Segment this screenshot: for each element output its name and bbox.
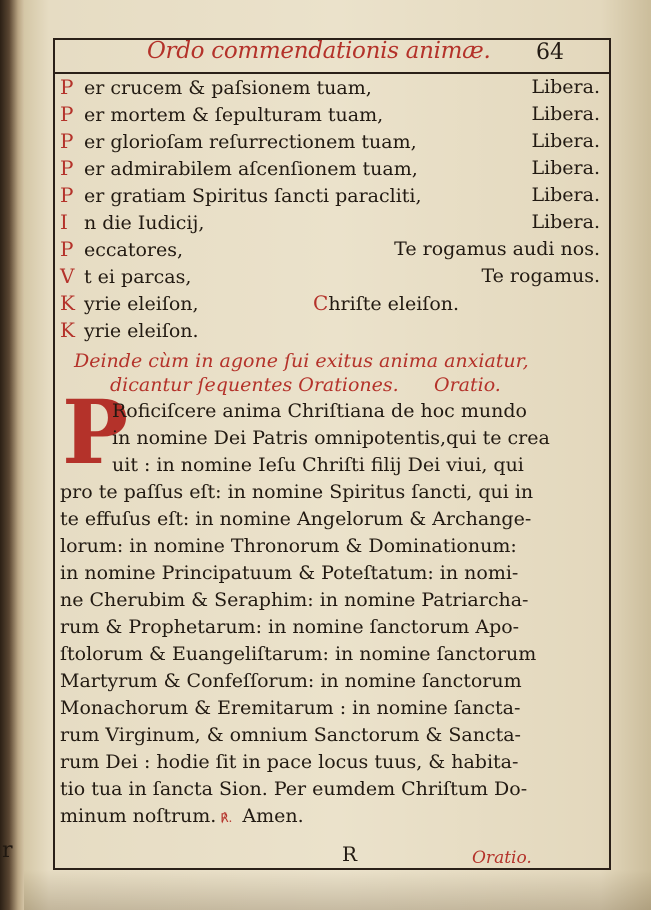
frame-left-rule <box>53 38 55 870</box>
drop-capital: P <box>62 380 129 484</box>
litany-initial: P <box>60 102 74 126</box>
running-head: Ordo commendationis animæ. <box>147 38 491 64</box>
litany-line <box>60 209 600 236</box>
litany-text: yrie eleiſon. <box>84 320 199 342</box>
oratio-label: Oratio. <box>434 374 501 396</box>
litany-line <box>60 128 600 155</box>
litany-line <box>60 182 600 209</box>
prayer-line: te effuſus eſt: in nomine Angelorum & Archange- <box>60 508 532 530</box>
litany-text: er gratiam Spiritus ſancti paracliti, <box>84 185 422 207</box>
litany-initial: V <box>60 264 75 288</box>
litany-initial: K <box>60 291 75 315</box>
frame-right-rule <box>609 38 611 870</box>
litany-initial: P <box>60 237 74 261</box>
prayer-line: tio tua in ſancta Sion. Per eumdem Chriſtum Do- <box>60 778 528 800</box>
prayer-line: Martyrum & Confeſſorum: in nomine ſanctorum <box>60 670 522 692</box>
prayer-line: rum Dei : hodie ſit in pace locus tuus, & habita- <box>60 751 519 773</box>
litany-line <box>60 101 600 128</box>
christe-text: hriſte eleiſon. <box>328 293 460 315</box>
page-number: 64 <box>536 40 564 65</box>
litany-response: Libera. <box>531 184 600 206</box>
litany-line <box>60 317 600 344</box>
prayer-line: uit : in nomine Ieſu Chriſti filij Dei viui, qui <box>112 454 524 476</box>
prayer-last-line <box>60 803 304 832</box>
litany-initial: P <box>60 183 74 207</box>
litany-text: er admirabilem aſcenſionem tuam, <box>84 158 418 180</box>
litany-text: er glorioſam reſurrectionem tuam, <box>84 131 417 153</box>
frame-bottom-rule <box>53 868 611 870</box>
prayer-line: Roficiſcere anima Chriſtiana de hoc mundo <box>112 400 527 422</box>
prayer-line: pro te paſſus eſt: in nomine Spiritus ſancti, qui in <box>60 481 534 503</box>
litany-response: Te rogamus. <box>481 265 600 287</box>
litany-initial: K <box>60 318 75 342</box>
prayer-line: ſtolorum & Euangeliſtarum: in nomine ſanctorum <box>60 643 537 665</box>
prayer-line: rum & Prophetarum: in nomine ſanctorum Apo- <box>60 616 520 638</box>
litany-text: t ei parcas, <box>84 266 192 288</box>
litany-text: eccatores, <box>84 239 184 261</box>
book-page <box>24 0 651 910</box>
litany-response: Libera. <box>531 157 600 179</box>
litany-line <box>60 290 600 317</box>
prayer-closing-text: minum noſtrum. <box>60 805 217 827</box>
signature-mark: R <box>342 842 358 866</box>
catchword-oratio: Oratio. <box>472 848 532 868</box>
prayer-line: Monachorum & Eremitarum : in nomine ſancta- <box>60 697 521 719</box>
facing-page-glyph: r <box>2 838 13 863</box>
litany-text: er mortem & ſepulturam tuam, <box>84 104 384 126</box>
litany-initial: P <box>60 156 74 180</box>
christe-invocation <box>313 290 459 318</box>
prayer-line: in nomine Dei Patris omnipotentis,qui te crea <box>112 427 550 449</box>
litany-line <box>60 155 600 182</box>
litany-text: n die Iudicij, <box>84 212 205 234</box>
rubric-line-2: dicantur ſequentes Orationes. <box>110 374 399 396</box>
litany-response: Libera. <box>531 211 600 233</box>
litany-response: Libera. <box>531 130 600 152</box>
rubric-line-1: Deinde cùm in agone ſui exitus anima anxiatur, <box>74 350 529 372</box>
prayer-line: lorum: in nomine Thronorum & Dominationum: <box>60 535 517 557</box>
book-binding <box>0 0 26 910</box>
litany-line <box>60 74 600 101</box>
amen: Amen. <box>242 805 304 827</box>
litany-line <box>60 236 600 263</box>
litany-response: Libera. <box>531 76 600 98</box>
litany-response: Te rogamus audi nos. <box>394 238 600 260</box>
christe-initial: C <box>313 291 329 315</box>
litany-response: Libera. <box>531 103 600 125</box>
prayer-line: rum Virginum, & omnium Sanctorum & Sancta- <box>60 724 521 746</box>
litany-text: er crucem & paſsionem tuam, <box>84 77 372 99</box>
response-mark: ℟. <box>220 811 233 825</box>
litany-line <box>60 263 600 290</box>
litany-initial: P <box>60 129 74 153</box>
litany-text: yrie eleiſon, <box>84 293 199 315</box>
prayer-line: in nomine Principatuum & Poteſtatum: in nomi- <box>60 562 519 584</box>
litany-initial: I <box>60 210 68 234</box>
litany-initial: P <box>60 75 74 99</box>
prayer-line: ne Cherubim & Seraphim: in nomine Patriarcha- <box>60 589 529 611</box>
